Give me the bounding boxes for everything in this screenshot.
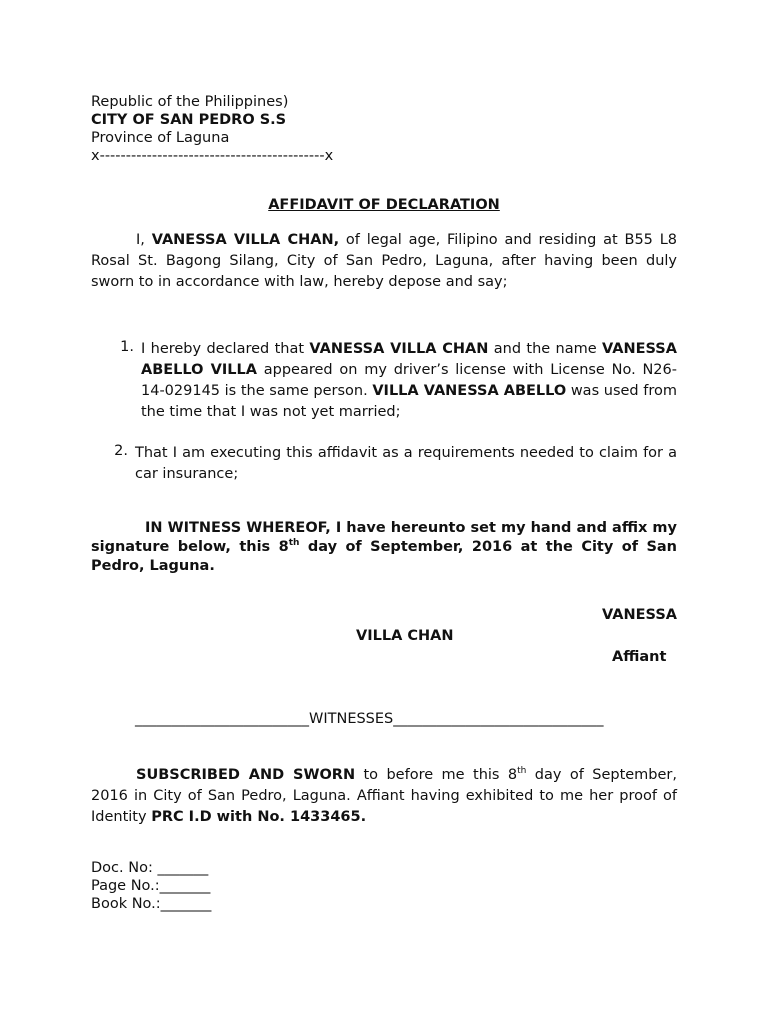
item-name-bold: VILLA VANESSA ABELLO — [372, 383, 567, 399]
document-title: AFFIDAVIT OF DECLARATION — [268, 197, 500, 213]
doc-no-field: Doc. No: _______ — [91, 860, 209, 876]
witness-clause — [91, 519, 677, 576]
item-text-part: appeared on my driver’s license with License No. N26-14-029145 is the same person. — [141, 362, 677, 399]
item-text — [141, 339, 677, 423]
affiant-label: Affiant — [612, 649, 667, 665]
signature-name-line2: VILLA CHAN — [356, 628, 454, 644]
subscribed-text: day of September, 2016 in City of San Pedro, Laguna. Affiant having exhibited to me her proof of Identity — [91, 767, 677, 825]
list-item — [91, 339, 677, 423]
ordinal-suffix: th — [288, 538, 300, 549]
subscribed-paragraph — [91, 765, 677, 828]
item-number: 1. — [120, 339, 134, 355]
list-item — [91, 443, 677, 485]
intro-prefix: I, — [136, 232, 152, 248]
witness-text: day of September, 2016 at the City of San Pedro, Laguna. — [91, 539, 678, 574]
book-no-field: Book No.:_______ — [91, 896, 212, 912]
header-city: CITY OF SAN PEDRO S.S — [91, 112, 287, 128]
subscribed-text: to before me this 8 — [355, 767, 518, 783]
header-province: Province of Laguna — [91, 130, 230, 146]
subscribed-bold: SUBSCRIBED AND SWORN — [136, 767, 356, 783]
item-text-part: I hereby declared that — [141, 341, 310, 357]
item-name-bold: VANESSA ABELLO VILLA — [141, 341, 677, 378]
witnesses-line: ________________________WITNESSES_____________________________ — [135, 711, 604, 727]
signature-name-line1: VANESSA — [602, 607, 677, 623]
intro-paragraph — [91, 230, 677, 293]
item-text-part: and the name — [488, 341, 603, 357]
header-republic: Republic of the Philippines) — [91, 94, 289, 110]
item-text-part: was used from the time that I was not yet married; — [141, 383, 677, 420]
id-number: PRC I.D with No. 1433465. — [151, 809, 367, 825]
page-no-field: Page No.:_______ — [91, 878, 211, 894]
ordinal-suffix: th — [517, 766, 527, 777]
item-name-bold: VANESSA VILLA CHAN — [309, 341, 489, 357]
affiant-name: VANESSA VILLA CHAN, — [151, 232, 340, 248]
item-text: That I am executing this affidavit as a requirements needed to claim for a car insurance; — [135, 445, 677, 482]
witness-text: IN WITNESS WHEREOF, I have hereunto set my hand and affix my signature below, this 8 — [91, 520, 677, 555]
item-number: 2. — [114, 443, 128, 459]
intro-rest: of legal age, Filipino and residing at B55 L8 Rosal St. Bagong Silang, City of San Pedro, Laguna, after having been duly sworn to in accordance with law, hereby depose and say; — [91, 232, 678, 290]
header-divider: x-------------------------------------------x — [91, 148, 334, 164]
